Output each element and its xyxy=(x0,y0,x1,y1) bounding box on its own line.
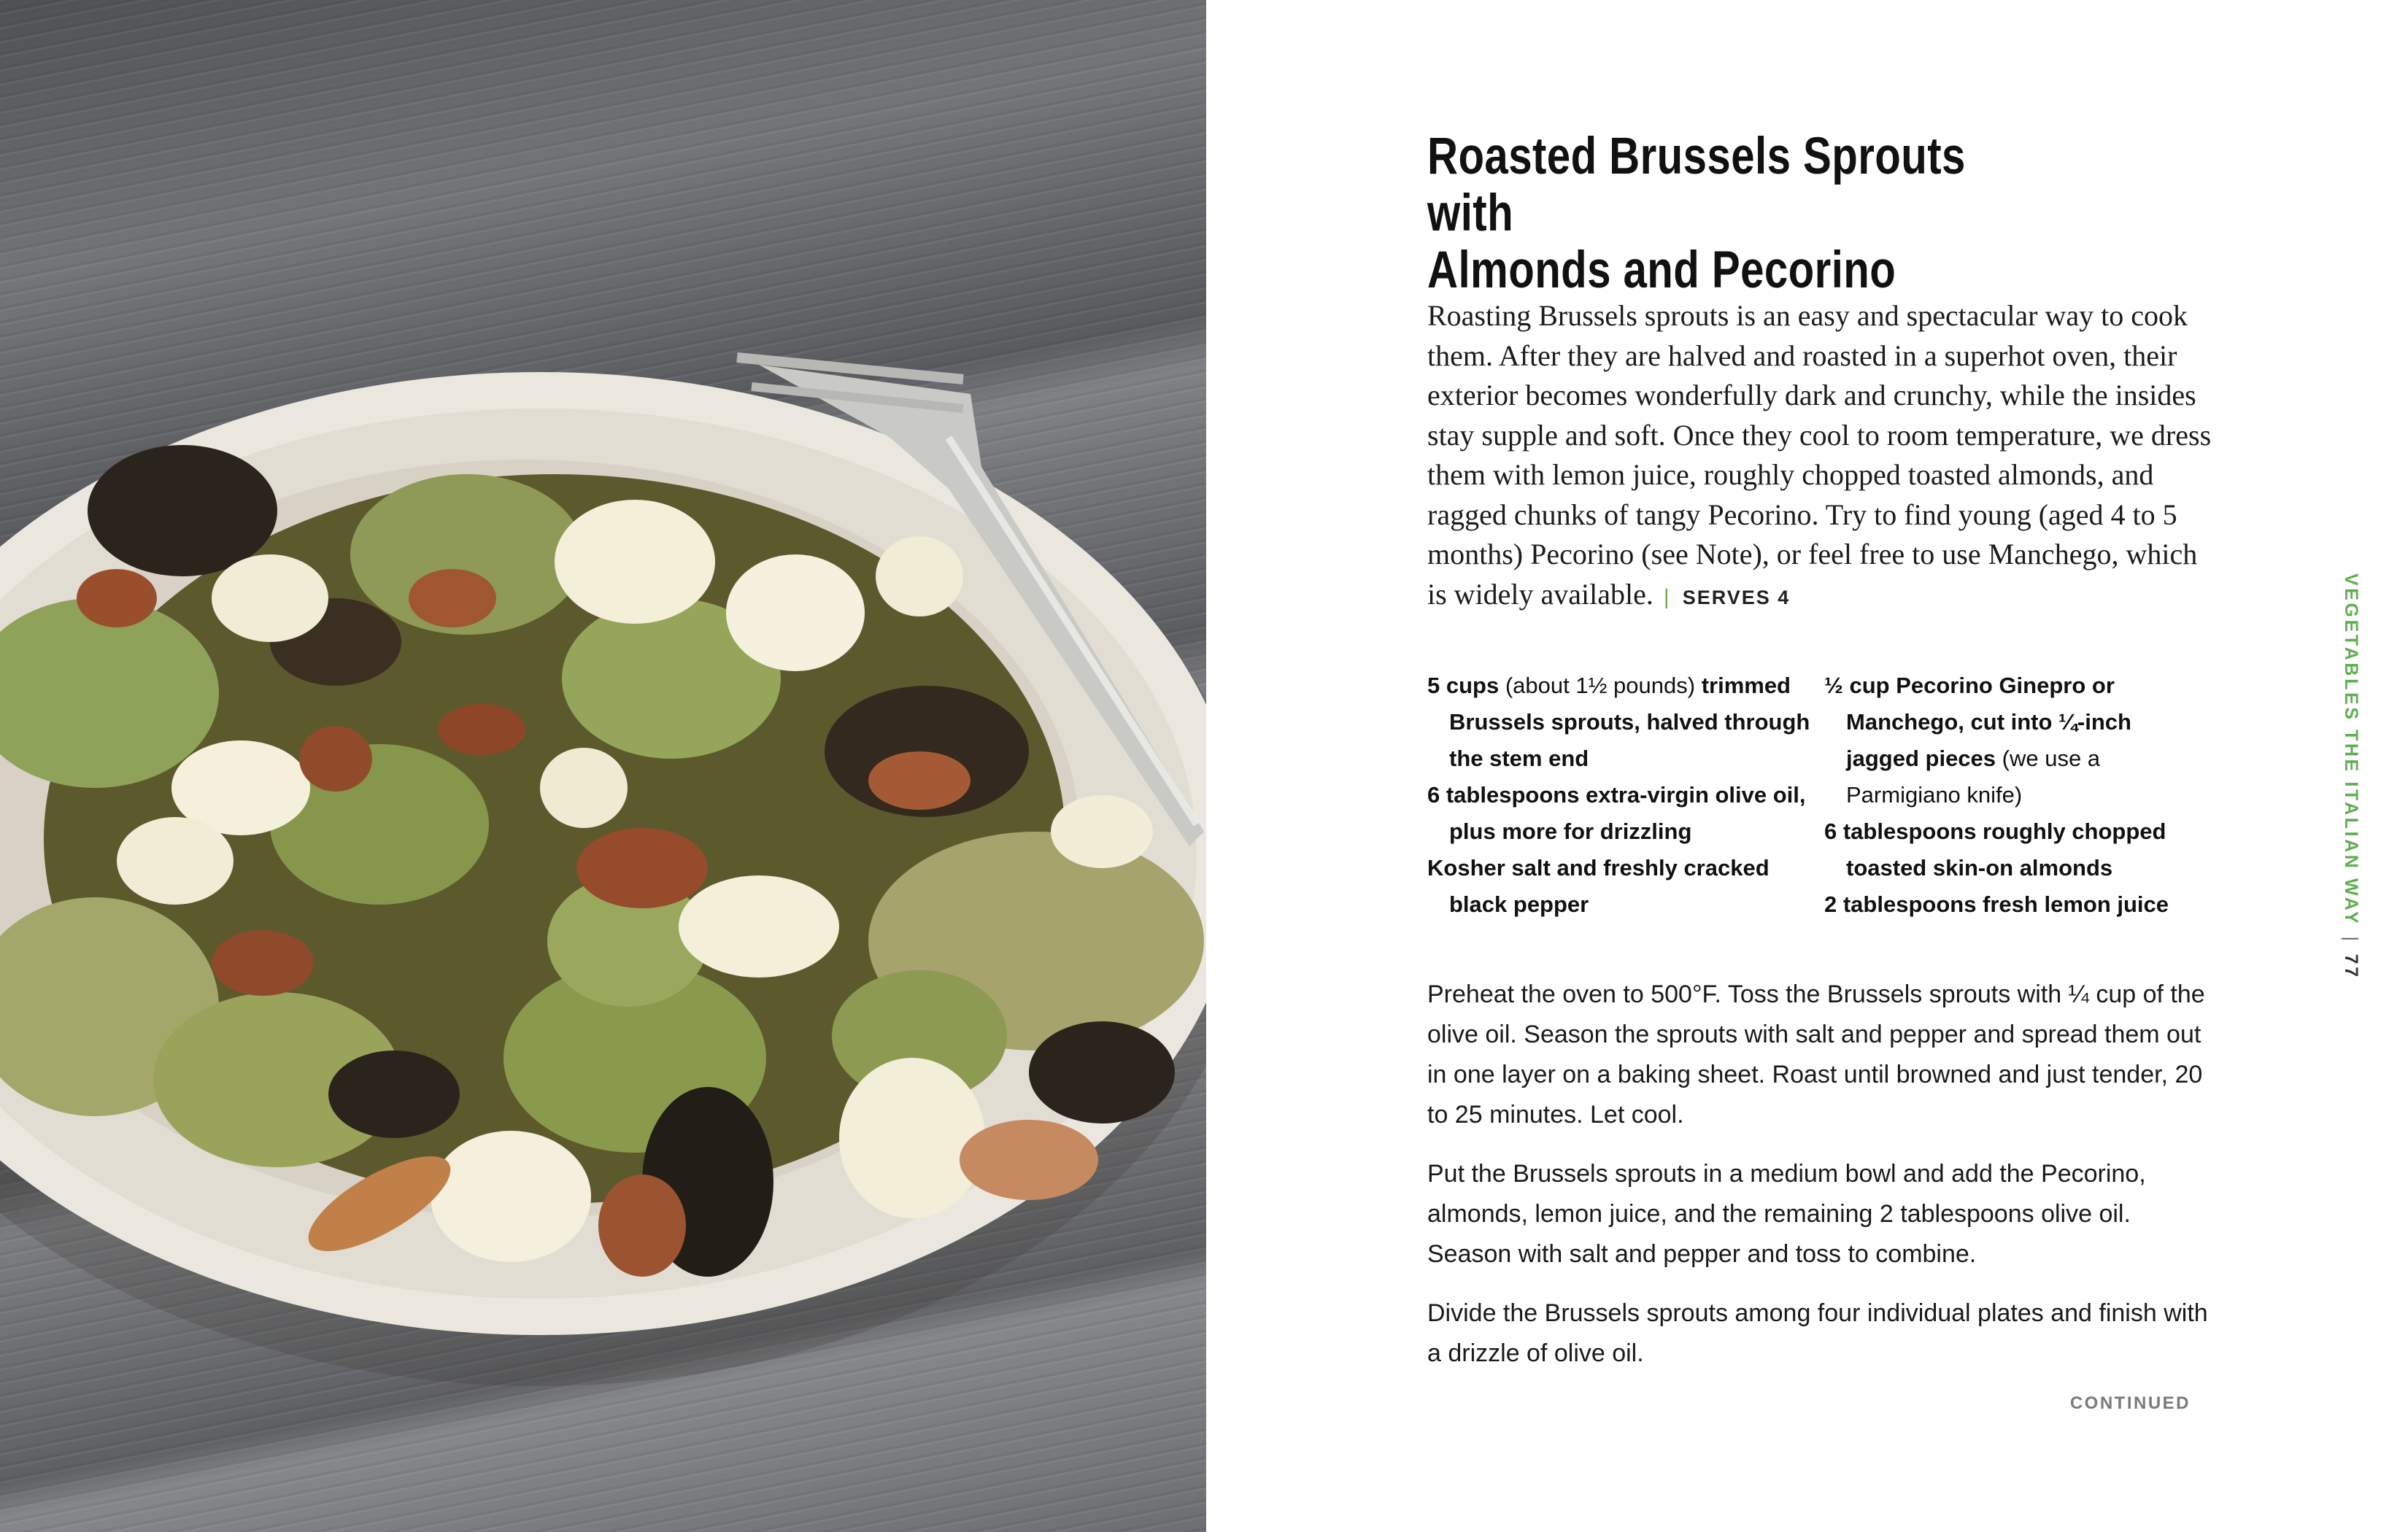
ingredient-bold-rest: trimmed Brussels sprouts, halved through the stem end xyxy=(1449,673,1810,771)
intro-text: Roasting Brussels sprouts is an easy and spectacular way to cook them. After they are halved and roasted in a superhot oven, their exterior becomes wonderfully dark and crunchy, while the insides stay supple and soft. Once they cool to room temperature, we dress them with lemon juice, roughly chopped toasted almonds, and ragged chunks of tangy Pecorino. Try to find young (aged 4 to 5 months) Pecorino (see Note), or feel free to use Manchego, which is widely available. xyxy=(1427,299,2212,611)
ingredients-right-column xyxy=(1824,668,2204,923)
method-step-2: Put the Brussels sprouts in a medium bowl and add the Pecorino, almonds, lemon juice, and the remaining 2 tablespoons olive oil. Season with salt and pepper and toss to combine. xyxy=(1427,1160,2146,1268)
recipe-intro xyxy=(1427,296,2215,617)
method-step-3: Divide the Brussels sprouts among four individual plates and finish with a drizzle of olive oil. xyxy=(1427,1299,2208,1367)
ingredient-item xyxy=(1427,777,1821,850)
ingredient-item xyxy=(1824,886,2204,923)
ingredient-item xyxy=(1824,668,2204,813)
ingredient-bold: Kosher salt and freshly cracked black pepper xyxy=(1427,855,1770,917)
ingredient-bold: ½ cup Pecorino Ginepro or Manchego, cut into ¼-inch jagged pieces xyxy=(1824,673,2131,771)
ingredients-left-column xyxy=(1427,668,1821,923)
ingredient-item xyxy=(1427,668,1821,777)
section-name: VEGETABLES THE ITALIAN WAY xyxy=(2341,573,2361,926)
running-head xyxy=(2340,573,2361,980)
ingredient-note: (we use a Parmigiano knife) xyxy=(1846,746,2101,808)
serves-label: SERVES 4 xyxy=(1682,586,1791,608)
method-step-1: Preheat the oven to 500°F. Toss the Brussels sprouts with ¼ cup of the olive oil. Season the sprouts with salt and pepper and spread them out in one layer on a baking sheet. Roast until browned and just tender, 20 to 25 minutes. Let cool. xyxy=(1427,980,2205,1129)
ingredient-note: (about 1½ pounds) xyxy=(1499,673,1696,698)
ingredient-item xyxy=(1427,850,1821,923)
ingredient-bold: 2 tablespoons fresh lemon juice xyxy=(1824,891,2169,917)
ingredient-item xyxy=(1824,813,2204,886)
recipe-title-line2: Almonds and Pecorino xyxy=(1427,241,1896,299)
running-head-separator: | xyxy=(2341,936,2361,944)
ingredient-bold: 6 tablespoons extra-virgin olive oil, plus more for drizzling xyxy=(1427,782,1806,844)
recipe-title-line1: Roasted Brussels Sprouts with xyxy=(1427,128,1966,242)
continued-label: CONTINUED xyxy=(2069,1393,2191,1413)
ingredient-bold: 6 tablespoons roughly chopped toasted skin-on almonds xyxy=(1824,819,2166,881)
serves-separator: | xyxy=(1663,584,1670,609)
recipe-title xyxy=(1427,128,2026,299)
ingredient-bold: 5 cups xyxy=(1427,673,1500,698)
page-number: 77 xyxy=(2341,953,2361,980)
